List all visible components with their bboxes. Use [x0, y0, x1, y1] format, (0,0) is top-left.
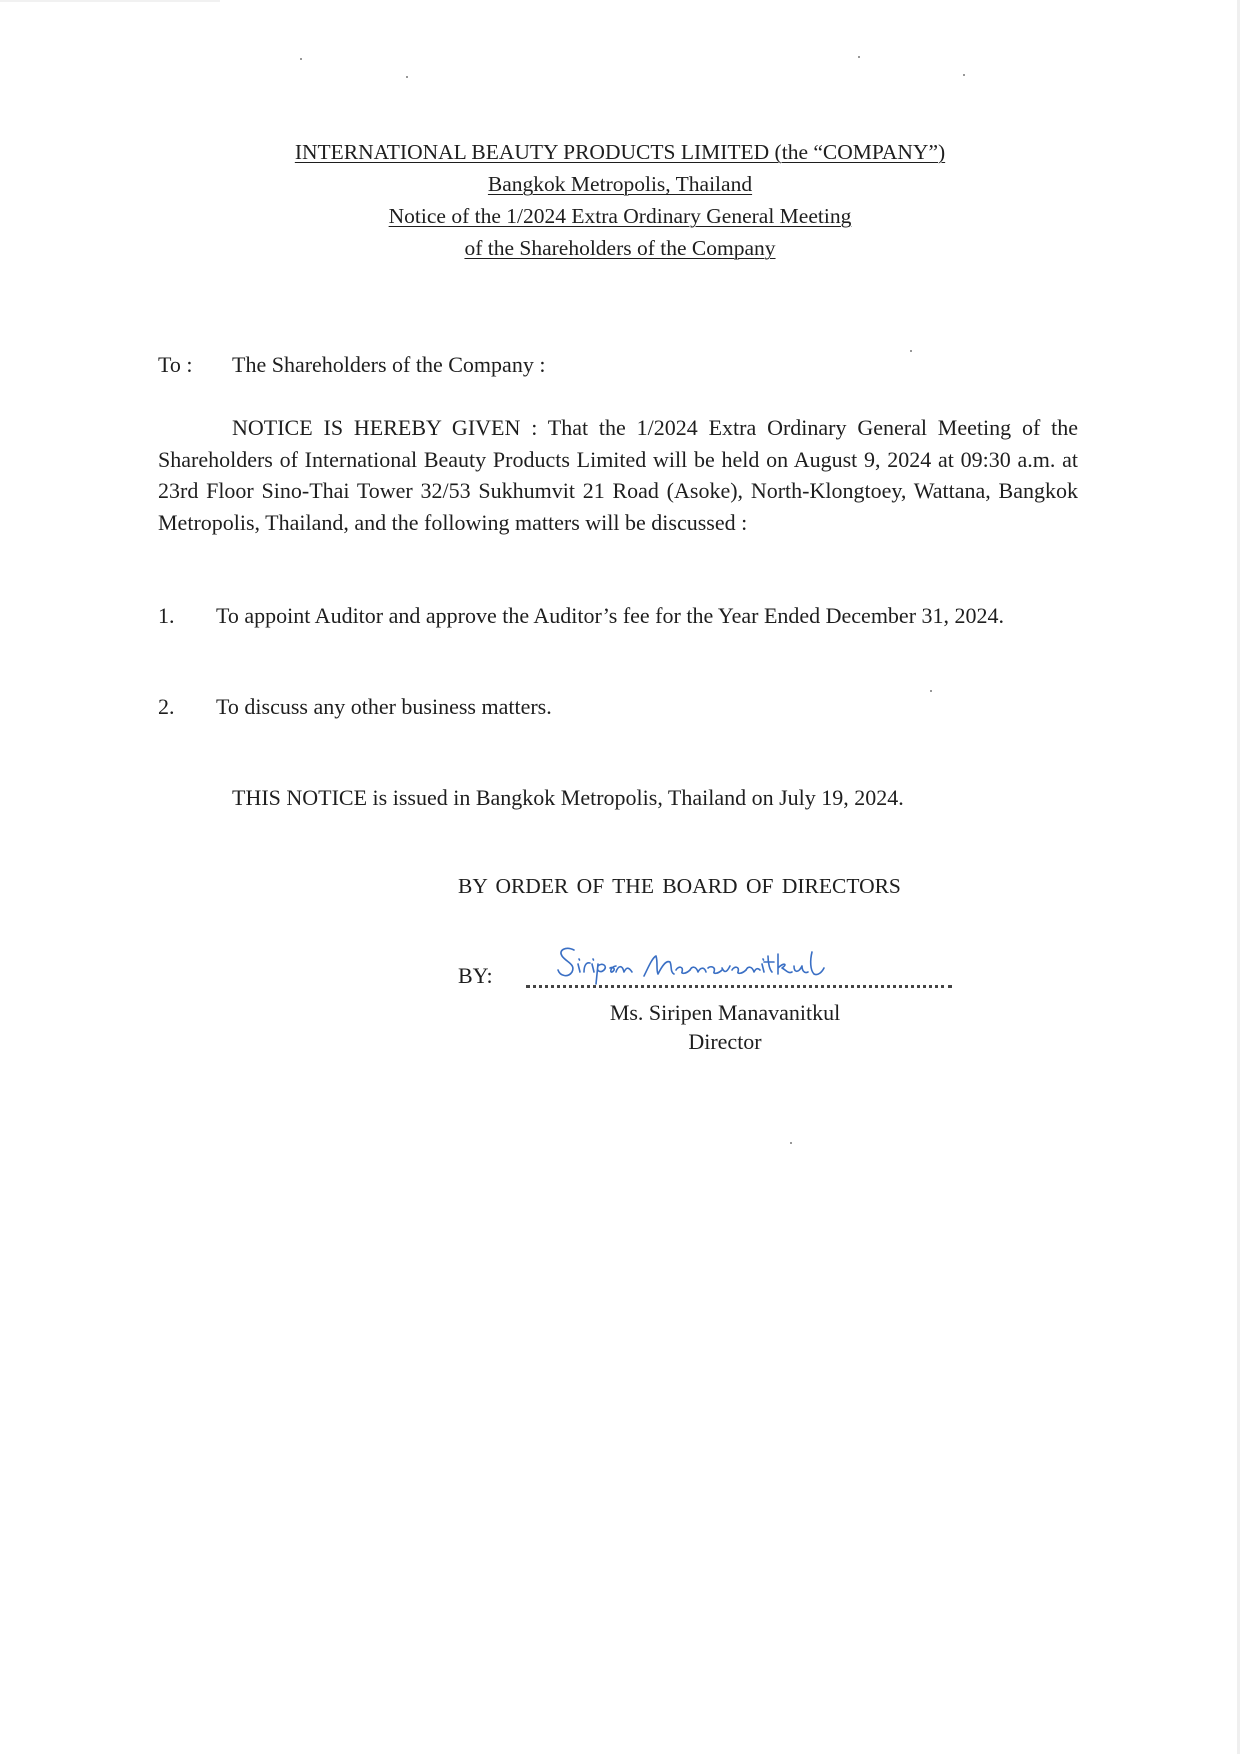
- agenda-item-text: To discuss any other business matters.: [216, 694, 552, 719]
- notice-subtitle-heading: of the Shareholders of the Company: [464, 236, 776, 260]
- board-order-line: BY ORDER OF THE BOARD OF DIRECTORS: [458, 874, 901, 898]
- agenda-item-number: 1.: [158, 603, 175, 628]
- salutation-text: The Shareholders of the Company :: [232, 352, 546, 377]
- issued-statement: THIS NOTICE is issued in Bangkok Metropolis, Thailand on July 19, 2024.: [232, 785, 904, 810]
- scan-speck: [858, 56, 860, 58]
- scan-top-edge: [0, 0, 220, 2]
- location-heading: Bangkok Metropolis, Thailand: [487, 172, 753, 196]
- agenda-item: [158, 691, 1078, 723]
- notice-paragraph: NOTICE IS HEREBY GIVEN : That the 1/2024 Extra Ordinary General Meeting of the Shareholders of International Beauty Products Limited will be held on August 9, 2024 at 09:30 a.m. at 23rd Floor Sino-Thai Tower 32/53 Sukhumvit 21 Road (Asoke), North-Klongtoey, Wattana, Bangkok Metropolis, Thailand, and the following matters will be discussed :: [158, 415, 1078, 535]
- document-header: [160, 136, 1080, 264]
- company-name-heading: INTERNATIONAL BEAUTY PRODUCTS LIMITED (the “COMPANY”): [294, 140, 946, 164]
- salutation-label: To :: [158, 352, 193, 377]
- scan-speck: [963, 74, 965, 76]
- signer-title: Director: [688, 1029, 762, 1054]
- salutation: [158, 350, 1078, 380]
- notice-title-heading: Notice of the 1/2024 Extra Ordinary General Meeting: [388, 204, 852, 228]
- agenda-item: [158, 600, 1078, 632]
- agenda-item-text: To appoint Auditor and approve the Auditor’s fee for the Year Ended December 31, 2024.: [216, 603, 1005, 628]
- signer-block: [560, 998, 890, 1056]
- scan-speck: [300, 58, 302, 60]
- handwritten-signature: [552, 936, 872, 996]
- agenda-item-number: 2.: [158, 694, 175, 719]
- scan-speck: [790, 1142, 792, 1144]
- signer-name: Ms. Siripen Manavanitkul: [609, 1000, 841, 1025]
- scan-speck: [406, 76, 408, 78]
- by-label: BY:: [458, 963, 493, 988]
